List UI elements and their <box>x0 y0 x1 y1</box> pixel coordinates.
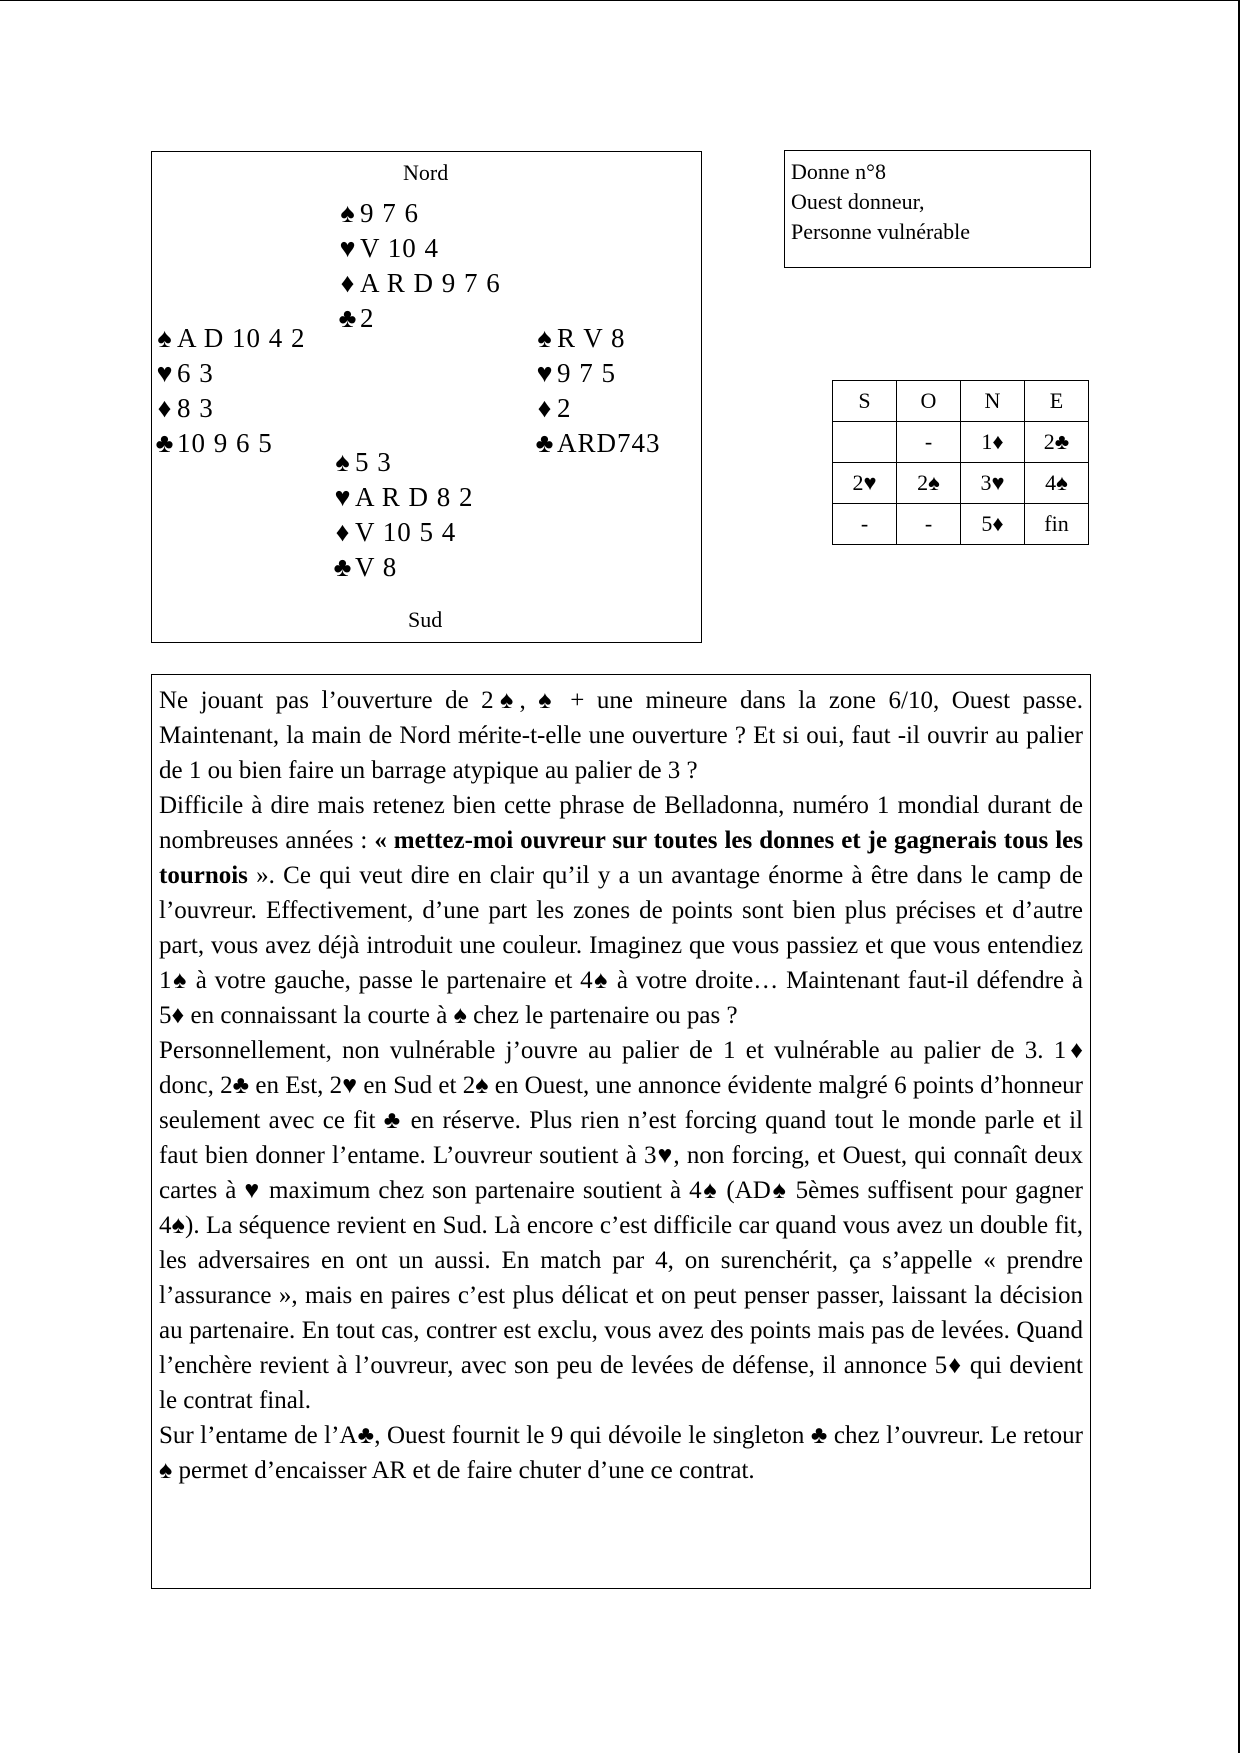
header-south: S <box>833 381 897 422</box>
commentary-paragraph: Personnellement, non vulnérable j’ouvre au palier de 1 et vulnérable au palier de 3. 1♦ donc, 2♣ en Est, 2♥ en Sud et 2♠ en Ouest, une annonce évidente malgré 6 points d’honneur seulement avec ce fit ♣ en réserve. Plus rien n’est forcing quand tout le monde parle et il faut bien donner l’entame. L’ouvreur soutient à 3♥, non forcing, et Ouest, qui connaît deux cartes à ♥ maximum chez son partenaire soutient à 4♠ (AD♠ 5èmes suffisent pour gagner 4♠). La séquence revient en Sud. Là encore c’est difficile car quand vous avez un double fit, les adversaires en ont un aussi. En match par 4, on surenchérit, ça s’appelle « prendre l’assurance », mais en paires c’est plus délicat et on peut penser passer, laissant la décision au partenaire. En tout cas, contrer est exclu, vous avez des points mais pas de levées. Quand l’enchère revient à l’ouvreur, avec son peu de levées de défense, il annonce 5♦ qui devient le contrat final. <box>159 1037 1083 1414</box>
east-clubs: ♣ARD743 <box>535 426 661 461</box>
bid-cell: 3♥ <box>961 463 1025 504</box>
diamond-icon: ♦ <box>335 517 351 547</box>
west-hand <box>155 321 306 461</box>
bid-cell: 1♦ <box>961 422 1025 463</box>
dealer: Ouest donneur, <box>791 189 925 214</box>
commentary-paragraph: Difficile à dire mais retenez bien cette phrase de Belladonna, numéro 1 mondial durant de nombreuses années : « mettez-moi ouvreur sur toutes les donnes et je gagnerais tous les tournois ». Ce qui veut dire en clair qu’il y a un avantage énorme à être dans le camp de l’ouvreur. Effectivement, d’une part les zones de points sont bien plus précises et d’autre part, vous avez déjà introduit une couleur. Imaginez que vous passiez et que vous entendiez 1♠ à votre gauche, passe le partenaire et 4♠ à votre droite… Maintenant faut-il défendre à 5♦ en connaissant la courte à ♠ chez le partenaire ou pas ? <box>159 792 1083 1029</box>
header-east: E <box>1025 381 1089 422</box>
heart-icon: ♥ <box>156 358 174 388</box>
bidding-header-row <box>833 381 1089 422</box>
deal-number: Donne n°8 <box>791 159 886 184</box>
bid-cell: - <box>833 504 897 545</box>
commentary-box <box>151 674 1091 1589</box>
south-clubs: ♣V 8 <box>333 550 474 585</box>
heart-icon: ♥ <box>339 233 357 263</box>
bidding-table <box>832 380 1089 545</box>
south-diamonds: ♦ V 10 5 4 <box>333 515 474 550</box>
north-diamonds: ♦ A R D 9 7 6 <box>338 266 501 301</box>
west-clubs: ♣10 9 6 5 <box>155 426 306 461</box>
bid-cell: 2♣ <box>1025 422 1089 463</box>
club-icon: ♣ <box>155 428 175 458</box>
deal-diagram <box>151 151 702 643</box>
east-hearts: ♥ 9 7 5 <box>535 356 661 391</box>
club-icon: ♣ <box>338 303 358 333</box>
bidding-row <box>833 463 1089 504</box>
club-icon: ♣ <box>535 428 555 458</box>
east-spades: ♠ R V 8 <box>535 321 661 356</box>
spade-icon: ♠ <box>157 323 173 353</box>
bid-cell <box>833 422 897 463</box>
bid-cell: 5♦ <box>961 504 1025 545</box>
bid-cell: 4♠ <box>1025 463 1089 504</box>
spade-icon: ♠ <box>340 198 356 228</box>
north-hand <box>338 196 501 336</box>
north-hearts: ♥ V 10 4 <box>338 231 501 266</box>
west-hearts: ♥ 6 3 <box>155 356 306 391</box>
header-north: N <box>961 381 1025 422</box>
south-hand <box>333 445 474 585</box>
deal-info <box>784 150 1091 268</box>
belladonna-quote: « mettez-moi ouvreur sur toutes les donnes et je gagnerais tous les tournois <box>159 827 1083 889</box>
diamond-icon: ♦ <box>537 393 553 423</box>
west-spades: ♠ A D 10 4 2 <box>155 321 306 356</box>
commentary-paragraph: Sur l’entame de l’A♣, Ouest fournit le 9 qui dévoile le singleton ♣ chez l’ouvreur. Le retour ♠ permet d’encaisser AR et de faire chuter d’une ce contrat. <box>159 1422 1083 1484</box>
bidding-row <box>833 504 1089 545</box>
north-clubs: ♣2 <box>338 301 501 336</box>
heart-icon: ♥ <box>536 358 554 388</box>
east-diamonds: ♦ 2 <box>535 391 661 426</box>
south-label: Sud <box>408 607 443 632</box>
bid-cell: 2♥ <box>833 463 897 504</box>
diamond-icon: ♦ <box>157 393 173 423</box>
east-hand <box>535 321 661 461</box>
commentary-paragraph: Ne jouant pas l’ouverture de 2♠, ♠ + une mineure dans la zone 6/10, Ouest passe. Maintenant, la main de Nord mérite-t-elle une ouverture ? Et si oui, faut -il ouvrir au palier de 1 ou bien faire un barrage atypique au palier de 3 ? <box>159 687 1083 784</box>
bid-cell: fin <box>1025 504 1089 545</box>
south-hearts: ♥ A R D 8 2 <box>333 480 474 515</box>
north-spades: ♠ 9 7 6 <box>338 196 501 231</box>
north-label: Nord <box>403 160 449 185</box>
west-diamonds: ♦ 8 3 <box>155 391 306 426</box>
bid-cell: - <box>897 504 961 545</box>
spade-icon: ♠ <box>335 447 351 477</box>
south-spades: ♠ 5 3 <box>333 445 474 480</box>
bidding-row <box>833 422 1089 463</box>
heart-icon: ♥ <box>334 482 352 512</box>
bid-cell: - <box>897 422 961 463</box>
spade-icon: ♠ <box>537 323 553 353</box>
diamond-icon: ♦ <box>340 268 356 298</box>
vulnerability: Personne vulnérable <box>791 219 970 244</box>
bid-cell: 2♠ <box>897 463 961 504</box>
club-icon: ♣ <box>333 552 353 582</box>
header-west: O <box>897 381 961 422</box>
